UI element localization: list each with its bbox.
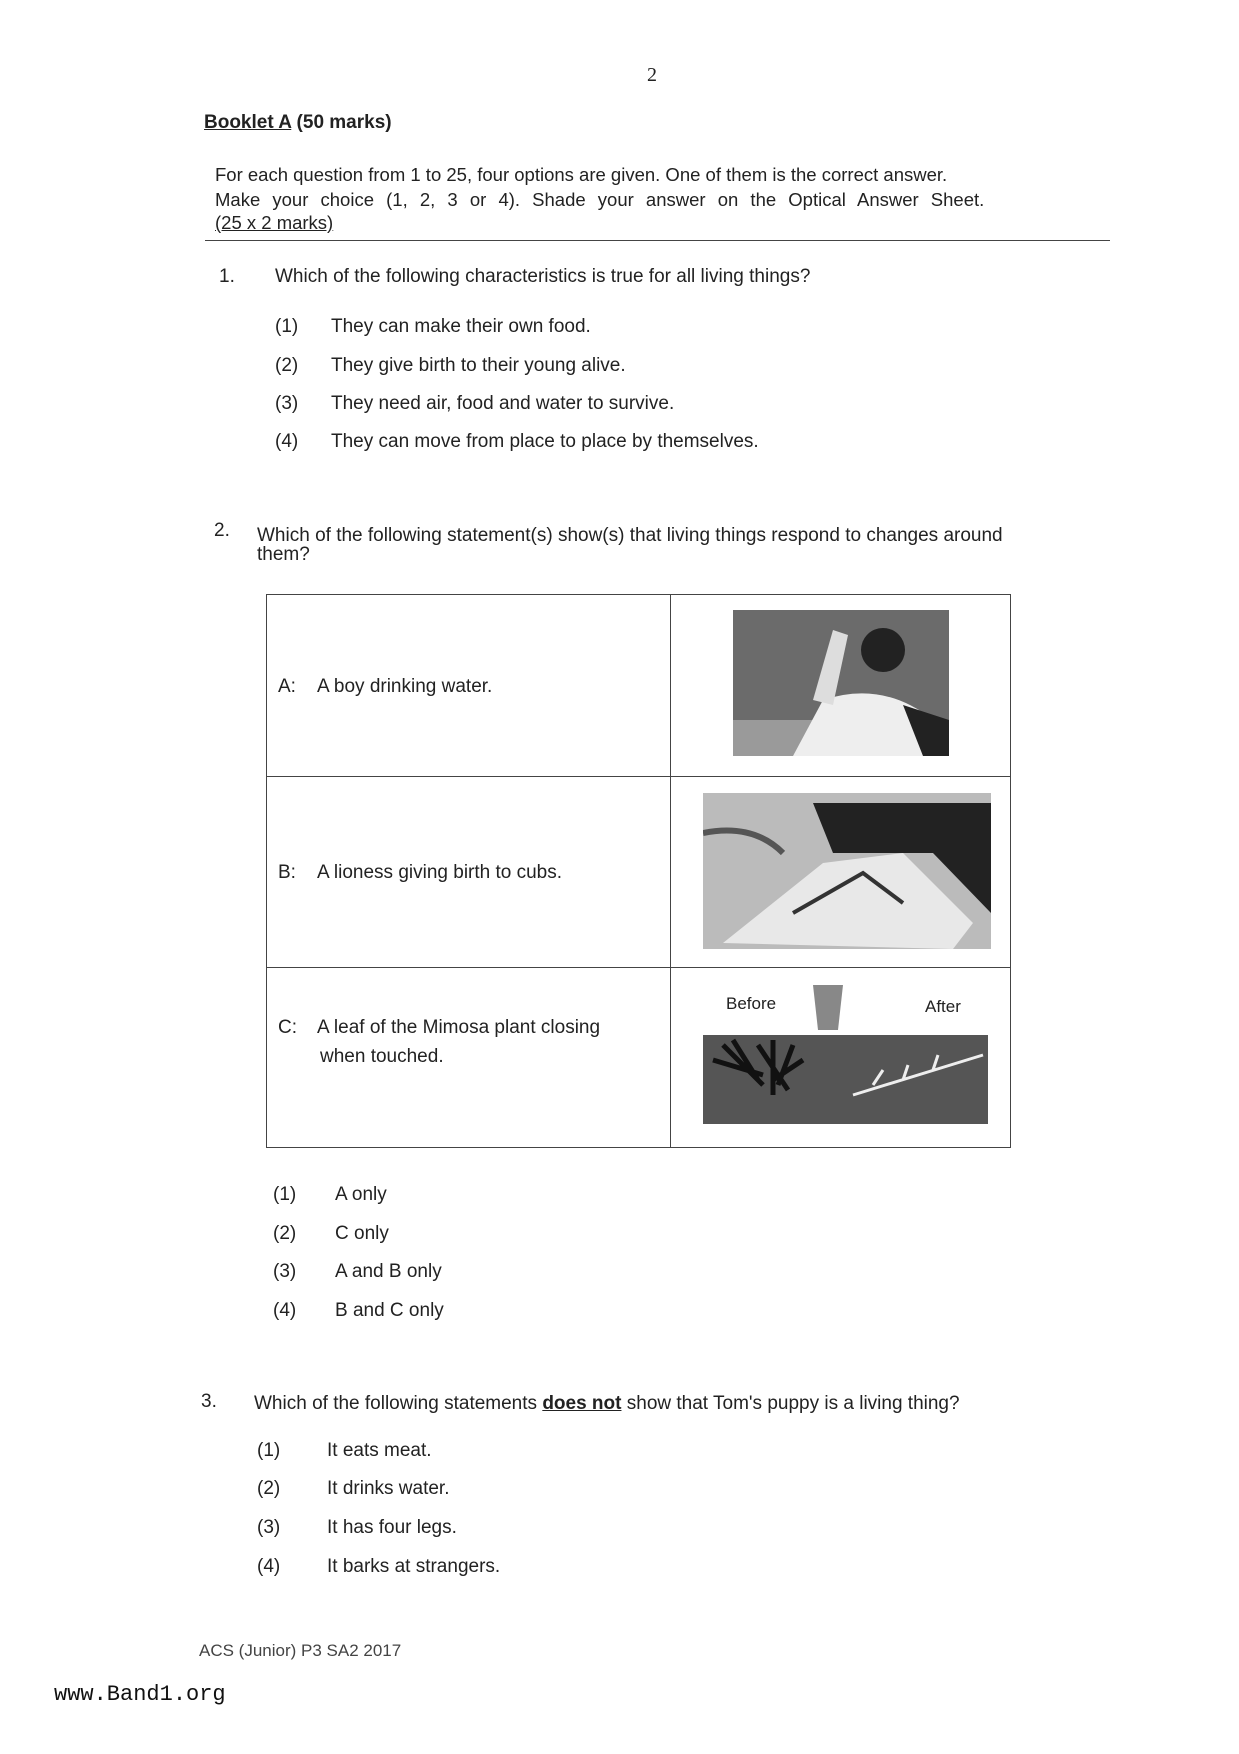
option-number: (3) (257, 1517, 281, 1538)
option-text: They can move from place to place by themselves. (331, 431, 759, 452)
option-number: (1) (275, 316, 299, 337)
table-border (266, 594, 1010, 595)
divider (205, 240, 1110, 241)
option-text: C only (335, 1223, 389, 1244)
option-text: B and C only (335, 1300, 444, 1321)
question-text: them? (257, 544, 310, 565)
statement-label: C: (278, 1017, 297, 1038)
watermark-link[interactable]: www.Band1.org (54, 1682, 226, 1707)
option-text: It drinks water. (327, 1478, 450, 1499)
statement-label: A: (278, 676, 296, 697)
page-number: 2 (647, 64, 657, 86)
table-border (266, 1147, 1010, 1148)
table-border (670, 594, 671, 1148)
section-title: Booklet A (204, 112, 292, 133)
instructions-marks: (25 x 2 marks) (215, 212, 334, 233)
option-number: (1) (273, 1184, 297, 1205)
table-border (266, 594, 267, 1148)
instructions-line: For each question from 1 to 25, four options are given. One of them is the correct answer. (215, 164, 948, 185)
option-text: They can make their own food. (331, 316, 591, 337)
section-heading (204, 112, 392, 134)
statement-text: A leaf of the Mimosa plant closing (317, 1017, 601, 1038)
question-emphasis: does not (542, 1393, 622, 1414)
option-number: (3) (275, 393, 299, 414)
lioness-image (703, 793, 991, 949)
option-number: (4) (257, 1556, 281, 1577)
footer: ACS (Junior) P3 SA2 2017 (199, 1641, 402, 1660)
question-number: 1. (219, 266, 235, 287)
option-text: They give birth to their young alive. (331, 355, 626, 376)
question-text (254, 1393, 960, 1415)
before-label: Before (726, 994, 777, 1013)
question-text-post: show that Tom's puppy is a living thing? (621, 1393, 960, 1414)
question-text: Which of the following characteristics is true for all living things? (275, 266, 811, 287)
option-number: (2) (257, 1478, 281, 1499)
question-text-pre: Which of the following statements (254, 1393, 543, 1414)
after-label: After (925, 997, 961, 1016)
question-text: Which of the following statement(s) show(s) that living things respond to changes around (257, 525, 1003, 546)
option-number: (3) (273, 1261, 297, 1282)
statement-text: A boy drinking water. (317, 676, 493, 697)
section-marks: (50 marks) (296, 112, 392, 133)
option-number: (2) (275, 355, 299, 376)
option-text: It barks at strangers. (327, 1556, 501, 1577)
statement-text: A lioness giving birth to cubs. (317, 862, 563, 883)
table-border (266, 776, 1010, 777)
statement-text: when touched. (320, 1046, 444, 1067)
boy-drinking-image (733, 610, 949, 756)
option-number: (1) (257, 1440, 281, 1461)
table-border (1010, 594, 1011, 1148)
option-text: It has four legs. (327, 1517, 457, 1538)
question-number: 2. (214, 520, 230, 541)
option-number: (4) (273, 1300, 297, 1321)
statement-label: B: (278, 862, 296, 883)
question-number: 3. (201, 1391, 217, 1412)
table-border (266, 967, 1010, 968)
option-text: They need air, food and water to survive. (331, 393, 675, 414)
option-number: (4) (275, 431, 299, 452)
option-number: (2) (273, 1223, 297, 1244)
option-text: A and B only (335, 1261, 442, 1282)
instructions-line: Make your choice (1, 2, 3 or 4). Shade your answer on the Optical Answer Sheet. (215, 189, 985, 210)
option-text: A only (335, 1184, 387, 1205)
option-text: It eats meat. (327, 1440, 432, 1461)
